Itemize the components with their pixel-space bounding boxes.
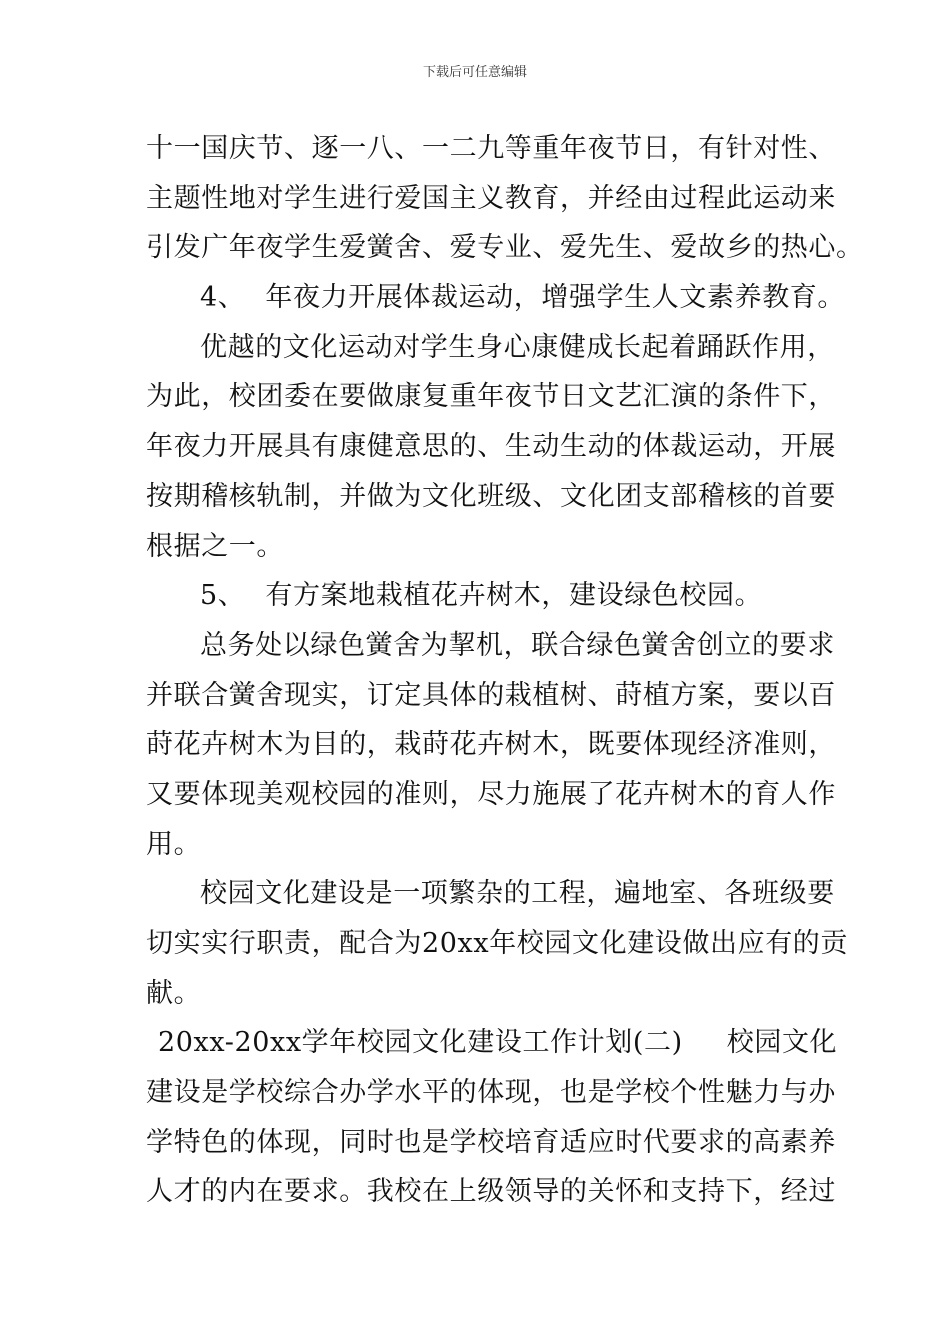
page-header-note: 下载后可任意编辑 bbox=[422, 65, 527, 80]
text-line: 主题性地对学生进行爱国主义教育，并经由过程此运动来 bbox=[146, 182, 836, 214]
text-line: 人才的内在要求。我校在上级领导的关怀和支持下，经过 bbox=[146, 1176, 836, 1208]
text-line: 并联合黉舍现实，订定具体的栽植树、莳植方案，要以百 bbox=[146, 679, 836, 711]
text-line: 用。 bbox=[146, 828, 202, 860]
list-item-5 bbox=[146, 571, 810, 621]
list-number: 4、 bbox=[200, 282, 246, 314]
text-line: 根据之一。 bbox=[146, 530, 284, 562]
text-line: 年夜力开展具有康健意思的、生动生动的体裁运动，开展 bbox=[146, 431, 836, 463]
section-title: 20xx-20xx学年校园文化建设工作计划(二) bbox=[158, 1027, 683, 1059]
text-line: 十一国庆节、逐一八、一二九等重年夜节日，有针对性、 bbox=[146, 133, 836, 164]
text-line: 为此，校团委在要做康复重年夜节日文艺汇演的条件下， bbox=[146, 381, 836, 413]
text-line: 引发广年夜学生爱黉舍、爱专业、爱先生、爱故乡的热心。 bbox=[146, 232, 864, 264]
list-item-4 bbox=[146, 273, 845, 323]
list-item-text: 有方案地栽植花卉树木，建设绿色校园。 bbox=[265, 580, 763, 612]
paragraph-start: 优越的文化运动对学生身心康健成长起着踊跃作用， bbox=[200, 331, 835, 363]
text-line: 建设是学校综合办学水平的体现，也是学校个性魅力与办 bbox=[146, 1077, 836, 1109]
paragraph-start: 校园文化建设是一项繁杂的工程，遍地室、各班级要 bbox=[200, 878, 835, 910]
text-line: 按期稽核轨制，并做为文化班级、文化团支部稽核的首要 bbox=[146, 480, 836, 512]
text-line: 学特色的体现，同时也是学校培育适应时代要求的高素养 bbox=[146, 1126, 836, 1158]
text-line: 献。 bbox=[146, 977, 202, 1009]
text-line: 切实实行职责，配合为20xx年校园文化建设做出应有的贡 bbox=[146, 928, 849, 959]
paragraph-start: 总务处以绿色黉舍为挈机，联合绿色黉舍创立的要求 bbox=[200, 629, 835, 661]
list-number: 5、 bbox=[200, 580, 246, 612]
text-line: 又要体现美观校园的准则，尽力施展了花卉树木的育人作 bbox=[146, 778, 836, 810]
text-line: 莳花卉树木为目的，栽莳花卉树木，既要体现经济准则， bbox=[146, 729, 836, 761]
section-heading-line bbox=[146, 1018, 838, 1068]
text-fragment: 校园文化 bbox=[726, 1027, 838, 1059]
document-body bbox=[146, 124, 864, 1217]
list-item-text: 年夜力开展体裁运动，增强学生人文素养教育。 bbox=[265, 282, 845, 314]
